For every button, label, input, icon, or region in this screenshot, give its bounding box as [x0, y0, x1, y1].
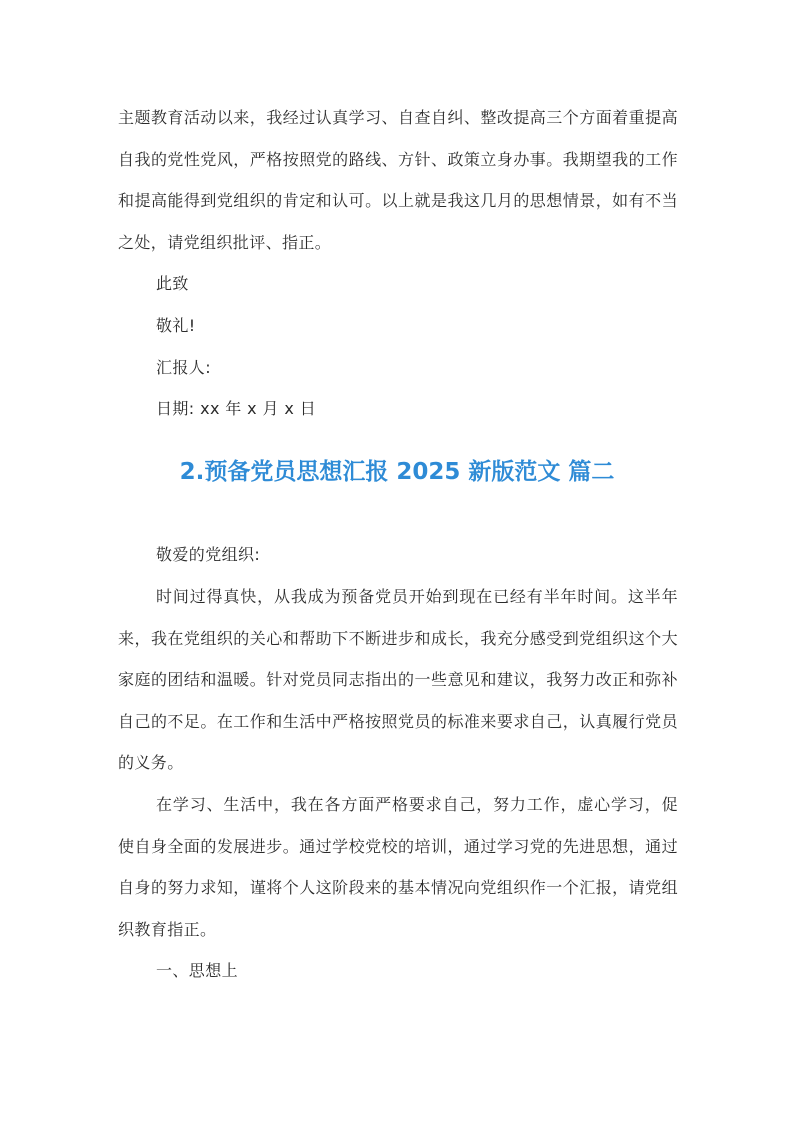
section-heading: 2.预备党员思想汇报 2025 新版范文 篇二 [179, 459, 615, 485]
body-paragraph-2: 在学习、生活中，我在各方面严格要求自己，努力工作，虚心学习，促使自身全面的发展进步。通过学校党校的培训，通过学习党的先进思想，通过自身的努力求知，谨将个人这阶段来的基本情况向党组织作一个汇报，请党组织教育指正。 [118, 795, 678, 939]
closing-regards: 敬礼! [156, 316, 196, 335]
body-paragraph-1: 时间过得真快，从我成为预备党员开始到现在已经有半年时间。这半年来，我在党组织的关心和帮助下不断进步和成长，我充分感受到党组织这个大家庭的团结和温暖。针对党员同志指出的一些意见和建议，我努力改正和弥补自己的不足。在工作和生活中严格按照党员的标准来要求自己，认真履行党员的义务。 [118, 587, 678, 772]
intro-paragraph: 主题教育活动以来，我经过认真学习、自查自纠、整改提高三个方面着重提高自我的党性党风，严格按照党的路线、方针、政策立身办事。我期望我的工作和提高能得到党组织的肯定和认可。以上就是我这几月的思想情景，如有不当之处，请党组织批评、指正。 [118, 108, 678, 252]
subheading-thought: 一、思想上 [156, 961, 239, 980]
salutation: 敬爱的党组织: [156, 545, 261, 564]
date-line: 日期: xx 年 x 月 x 日 [156, 399, 317, 418]
closing-salutation: 此致 [156, 274, 189, 293]
reporter-line: 汇报人: [156, 358, 211, 377]
